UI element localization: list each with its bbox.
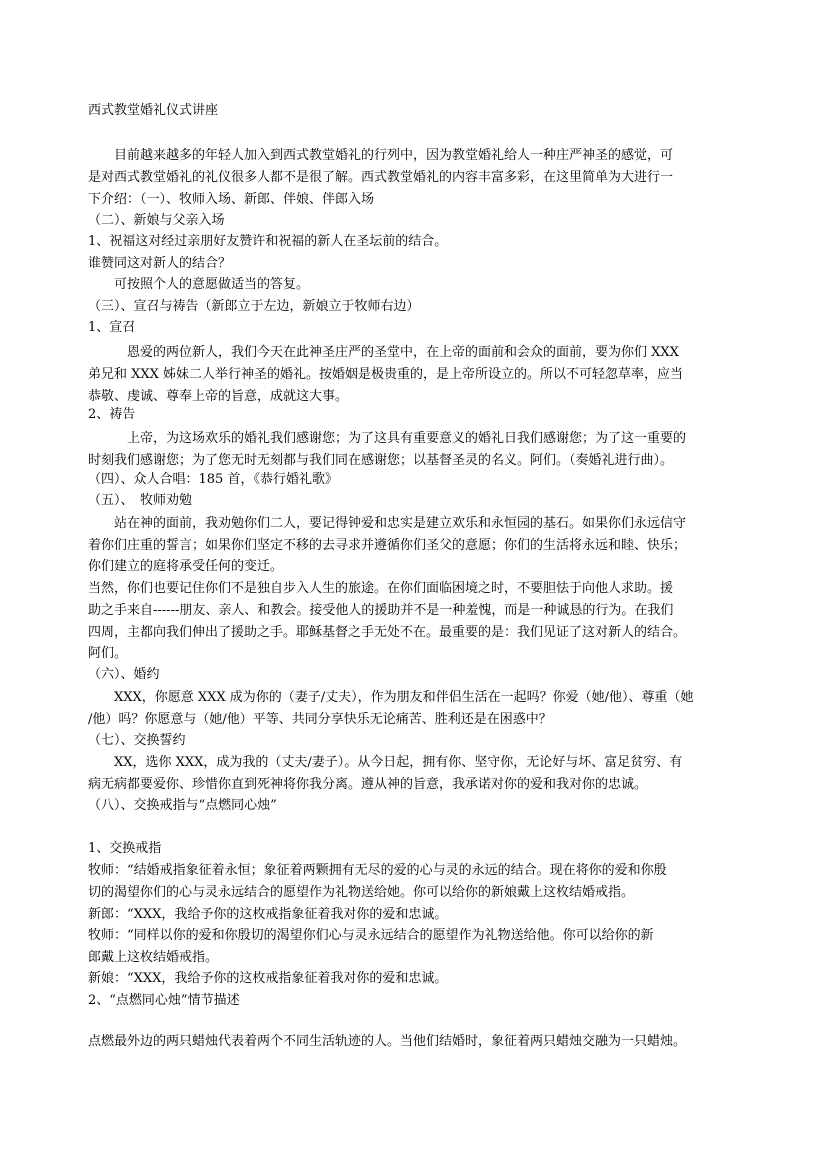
subsection-heading: 2、“点燃同心烛”情节描述 xyxy=(88,993,240,1008)
paragraph-line: 点燃最外边的两只蜡烛代表着两个不同生活轨迹的人。当他们结婚时，象征着两只蜡烛交融为一只蜡烛。 xyxy=(88,1034,687,1049)
paragraph-line: 上帝，为这场欢乐的婚礼我们感谢您；为了这具有重要意义的婚礼日我们感谢您；为了这一重要的 xyxy=(88,431,687,446)
section-heading: （四）、众人合唱：185 首，《恭行婚礼歌》 xyxy=(88,472,338,487)
paragraph-line: 新郎：“XXX，我给予你的这枚戒指象征着我对你的爱和忠诚。 xyxy=(88,907,448,922)
subsection-heading: 2、祷告 xyxy=(88,407,136,422)
paragraph-line: 牧师：“结婚戒指象征着永恒；象征着两颗拥有无尽的爱的心与灵的永远的结合。现在将你的爱和你殷 xyxy=(88,863,667,878)
paragraph-line: 牧师：“同样以你的爱和你殷切的渴望你们心与灵永远结合的愿望作为礼物送给他。你可以给你的新 xyxy=(88,928,654,943)
paragraph-line: 恭敬、虔诚、尊奉上帝的旨意，成就这大事。 xyxy=(88,389,349,404)
paragraph-line: 新娘：“XXX，我给予你的这枚戒指象征着我对你的爱和忠诚。 xyxy=(88,971,448,986)
paragraph-line: 郎戴上这枚结婚戒指。 xyxy=(88,950,219,965)
paragraph-line: 谁赞同这对新人的结合？ xyxy=(88,256,232,271)
paragraph-line: 切的渴望你们的心与灵永远结合的愿望作为礼物送给她。你可以给你的新娘戴上这枚结婚戒指。 xyxy=(88,885,635,900)
paragraph-line: 时刻我们感谢您；为了您无时无刻都与我们同在感谢您；以基督圣灵的名义。阿们。（奏婚礼进行曲）。 xyxy=(88,453,674,468)
paragraph-line: 助之手来自------朋友、亲人、和教会。接受他人的援助并不是一种羞愧，而是一种诚恳的行为。在我们 xyxy=(88,603,674,618)
paragraph-line: /他）吗？你愿意与（她/他）平等、共同分享快乐无论痛苦、胜利还是在困惑中？ xyxy=(88,712,552,727)
paragraph-line: 当然，你们也要记住你们不是独自步入人生的旅途。在你们面临困境之时，不要胆怯于向他人求助。援 xyxy=(88,581,674,596)
paragraph-line: 目前越来越多的年轻人加入到西式教堂婚礼的行列中，因为教堂婚礼给人一种庄严神圣的感觉，可 xyxy=(88,148,674,163)
paragraph-line: 下介绍：（一）、牧师入场、新郎、伴娘、伴郎入场 xyxy=(88,192,375,207)
document-title: 西式教堂婚礼仪式讲座 xyxy=(88,103,219,118)
section-heading: （八）、交换戒指与“点燃同心烛” xyxy=(88,798,277,813)
subsection-heading: 1、交换戒指 xyxy=(88,841,162,856)
paragraph-line: 阿们。 xyxy=(88,646,128,661)
paragraph-line: 是对西式教堂婚礼的礼仪很多人都不是很了解。西式教堂婚礼的内容丰富多彩，在这里简单为大进行一 xyxy=(88,170,674,185)
paragraph-line: 四周，主都向我们伸出了援助之手。耶稣基督之手无处不在。最重要的是：我们见证了这对新人的结合。 xyxy=(88,625,687,640)
section-heading: （七）、交换誓约 xyxy=(88,733,186,748)
paragraph-line: 恩爱的两位新人，我们今天在此神圣庄严的圣堂中，在上帝的面前和会众的面前，要为你们 XXX xyxy=(88,345,679,360)
paragraph-line: XXX，你愿意 XXX 成为你的（妻子/丈夫），作为朋友和伴侣生活在一起吗？你爱（她/他）、尊重（她 xyxy=(88,690,694,705)
section-heading: （五）、 牧师劝勉 xyxy=(88,493,193,508)
paragraph-line: XX，选你 XXX，成为我的（丈夫/妻子）。从今日起，拥有你、坚守你，无论好与坏、富足贫穷、有 xyxy=(88,755,683,770)
paragraph-line: 着你们庄重的誓言；如果你们坚定不移的去寻求并遵循你们圣父的意愿；你们的生活将永远和睦、快乐； xyxy=(88,538,687,553)
paragraph-line: 站在神的面前，我劝勉你们二人，要记得钟爱和忠实是建立欢乐和永恒园的基石。如果你们永远信守 xyxy=(88,516,687,531)
section-heading: （六）、婚约 xyxy=(88,667,160,682)
section-heading: （二）、新娘与父亲入场 xyxy=(88,213,225,228)
paragraph-line: 可按照个人的意愿做适当的答复。 xyxy=(88,277,310,292)
subsection-heading: 1、宣召 xyxy=(88,320,136,335)
paragraph-line: 病无病都要爱你、珍惜你直到死神将你我分离。遵从神的旨意，我承诺对你的爱和我对你的忠诚。 xyxy=(88,777,648,792)
paragraph-line: 1、祝福这对经过亲朋好友赞许和祝福的新人在圣坛前的结合。 xyxy=(88,234,448,249)
section-heading: （三）、宣召与祷告（新郎立于左边，新娘立于牧师右边） xyxy=(88,299,420,314)
paragraph-line: 弟兄和 XXX 姊妹二人举行神圣的婚礼。按婚姻是极贵重的，是上帝所设立的。所以不可轻忽草率，应当 xyxy=(88,367,684,382)
paragraph-line: 你们建立的庭将承受任何的变迁。 xyxy=(88,559,284,574)
